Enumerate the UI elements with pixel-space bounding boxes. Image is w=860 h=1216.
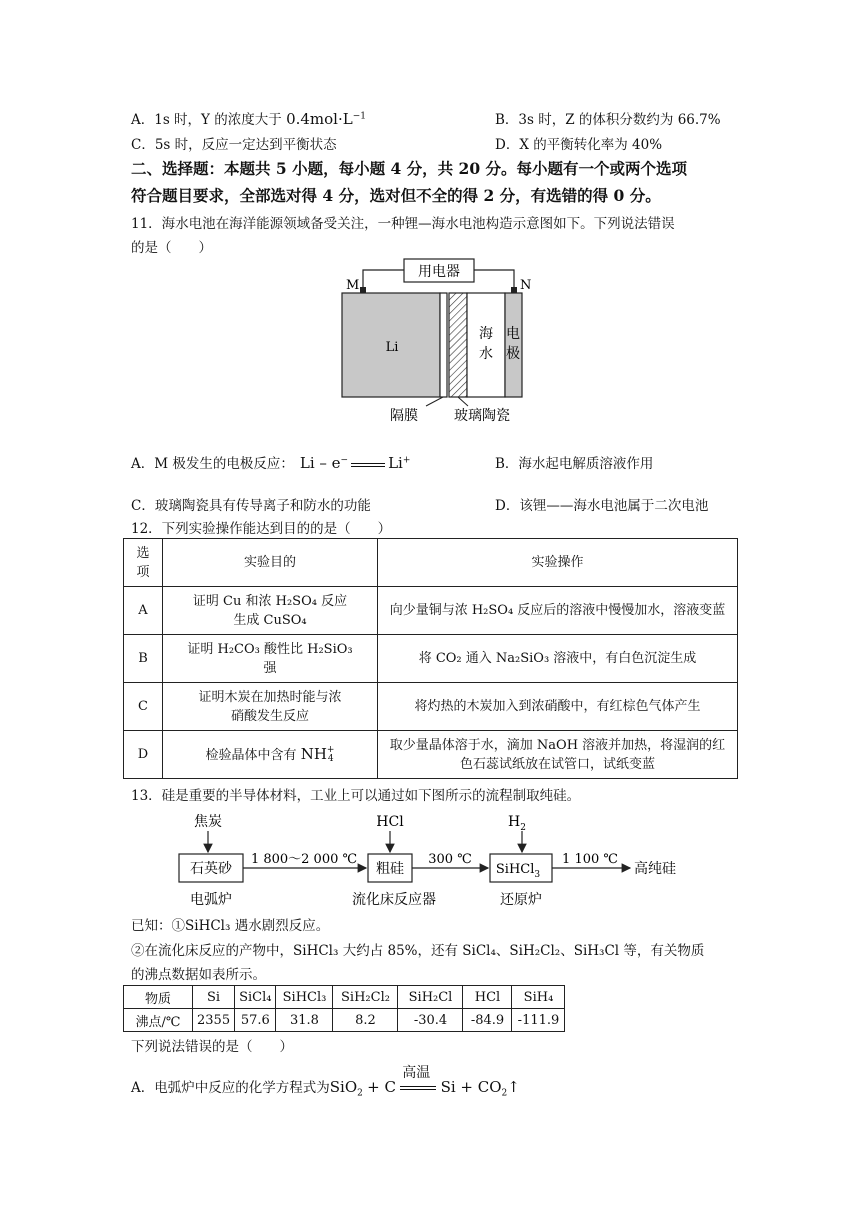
terminal-m: [360, 287, 366, 293]
header-purpose: 实验目的: [163, 539, 378, 587]
q13-option-a: A．电弧炉中反应的化学方程式为SiO$_2$ + C 高温 $Si + CO_2↑$: [131, 1076, 520, 1099]
table-row: C 证明木炭在加热时能与浓 硝酸发生反应 将灼热的木炭加入到浓硝酸中，有红棕色气体产生: [124, 683, 738, 731]
coke-label: 焦炭: [194, 814, 222, 830]
table-row: A 证明 Cu 和浓 H₂SO₄ 反应 生成 CuSO₄ 向少量铜与浓 H₂SO₄ 反应后的溶液中慢慢加水，溶液变蓝: [124, 587, 738, 635]
q12-table: [123, 538, 738, 779]
q10-options-row1: [131, 108, 731, 128]
battery-diagram: [330, 256, 540, 426]
seawater-label-1: 海: [479, 326, 493, 342]
q11-stem-line1: 11．海水电池在海洋能源领域备受关注，一种锂—海水电池构造示意图如下。下列说法错误: [131, 216, 675, 232]
table-row: 沸点/℃ 2355 57.6 31.8 8.2 -30.4 -84.9 -111.9: [124, 1009, 565, 1032]
table-row: [124, 539, 738, 587]
seawater: [467, 293, 505, 397]
terminal-n: [511, 287, 517, 293]
temp2-label: 300 ℃: [428, 852, 472, 867]
q10-options-row2: [131, 133, 731, 153]
q11-option-d: D．该锂——海水电池属于二次电池: [495, 498, 709, 514]
q10-option-a: A．1s 时，Y 的浓度大于 $0.4mol\cdot L^{-1}$: [131, 110, 366, 128]
q13-stem: 13．硅是重要的半导体材料，工业上可以通过如下图所示的流程制取纯硅。: [131, 788, 581, 804]
q13-known-2b: 的沸点数据如表所示。: [131, 967, 266, 983]
crude-si-label: 粗硅: [376, 861, 404, 877]
temp3-label: 1 100 ℃: [562, 852, 618, 867]
label-m: M: [346, 278, 360, 293]
header-operation: 实验操作: [378, 539, 738, 587]
seawater-label-2: 水: [479, 346, 493, 362]
wire-left: [363, 270, 404, 292]
glass-ceramic: [449, 293, 467, 397]
condition-high-temp: 高温: [402, 1064, 431, 1081]
q10-option-b: B．3s 时，Z 的体积分数约为 66.7%: [495, 112, 721, 128]
device-label: 用电器: [418, 264, 460, 280]
flow-diagram: [172, 806, 702, 918]
electrode-label-2: 极: [506, 346, 520, 362]
table-row: 物质 Si SiCl₄ SiHCl₃ SiH₂Cl₂ SiH₂Cl HCl SiH₄: [124, 986, 565, 1009]
q11-option-c: C．玻璃陶瓷具有传导离子和防水的功能: [131, 498, 371, 514]
q10-option-c: C．5s 时，反应一定达到平衡状态: [131, 137, 337, 153]
quartz-label: 石英砂: [190, 861, 232, 877]
header-option: 选 项: [124, 539, 163, 587]
q13-question: 下列说法错误的是（ ）: [131, 1039, 293, 1055]
hcl-label: HCl: [376, 814, 404, 830]
arc-furnace-label: 电弧炉: [190, 892, 232, 908]
wire-right: [474, 270, 514, 292]
membrane-label: 隔膜: [390, 408, 418, 424]
q11-option-b: B．海水起电解质溶液作用: [495, 456, 654, 472]
q10-option-d: D．X 的平衡转化率为 40%: [495, 137, 663, 153]
sihcl3-label: SiHCl$_3$: [495, 862, 541, 880]
label-n: N: [520, 278, 532, 293]
table-row: D 检验晶体中含有 NH+ 4 取少量晶体溶于水，滴加 NaOH 溶液并加热，将湿润的红 色石蕊试纸放在试管口，试纸变蓝: [124, 731, 738, 779]
reduction-furnace-label: 还原炉: [500, 892, 542, 908]
electrode: [505, 293, 522, 397]
q12-stem: 12．下列实验操作能达到目的的是（ ）: [131, 521, 392, 537]
q13-known-2a: ②在流化床反应的产物中，SiHCl₃ 大约占 85%，还有 SiCl₄、SiH₂Cl₂、SiH₃Cl 等，有关物质: [131, 943, 705, 959]
h2-label: $H_2$: [508, 814, 526, 833]
q13-known-1: 已知：①SiHCl₃ 遇水剧烈反应。: [131, 918, 330, 934]
section2-line1: 二、选择题：本题共 5 小题，每小题 4 分，共 20 分。每小题有一个或两个选项: [131, 159, 688, 178]
ceramic-label: 玻璃陶瓷: [454, 408, 510, 424]
electrode-label-1: 电: [506, 326, 520, 342]
boiling-point-table: [123, 985, 565, 1032]
pure-si-label: 高纯硅: [634, 861, 676, 877]
li-label: Li: [385, 340, 399, 355]
section2-line2: 符合题目要求，全部选对得 4 分，选对但不全的得 2 分，有选错的得 0 分。: [131, 186, 661, 205]
q11-options-row2: [131, 494, 731, 514]
q11-stem-line2: 的是（ ）: [131, 240, 212, 256]
table-row: B 证明 H₂CO₃ 酸性比 H₂SiO₃ 强 将 CO₂ 通入 Na₂SiO₃ 溶液中，有白色沉淀生成: [124, 635, 738, 683]
q11-option-a: A．M 极发生的电极反应： Li – e− Li+: [131, 454, 411, 472]
membrane: [440, 293, 447, 397]
fluid-bed-label: 流化床反应器: [352, 892, 436, 908]
temp1-label: 1 800～2 000 ℃: [250, 852, 358, 867]
q11-options-row1: [131, 452, 731, 472]
